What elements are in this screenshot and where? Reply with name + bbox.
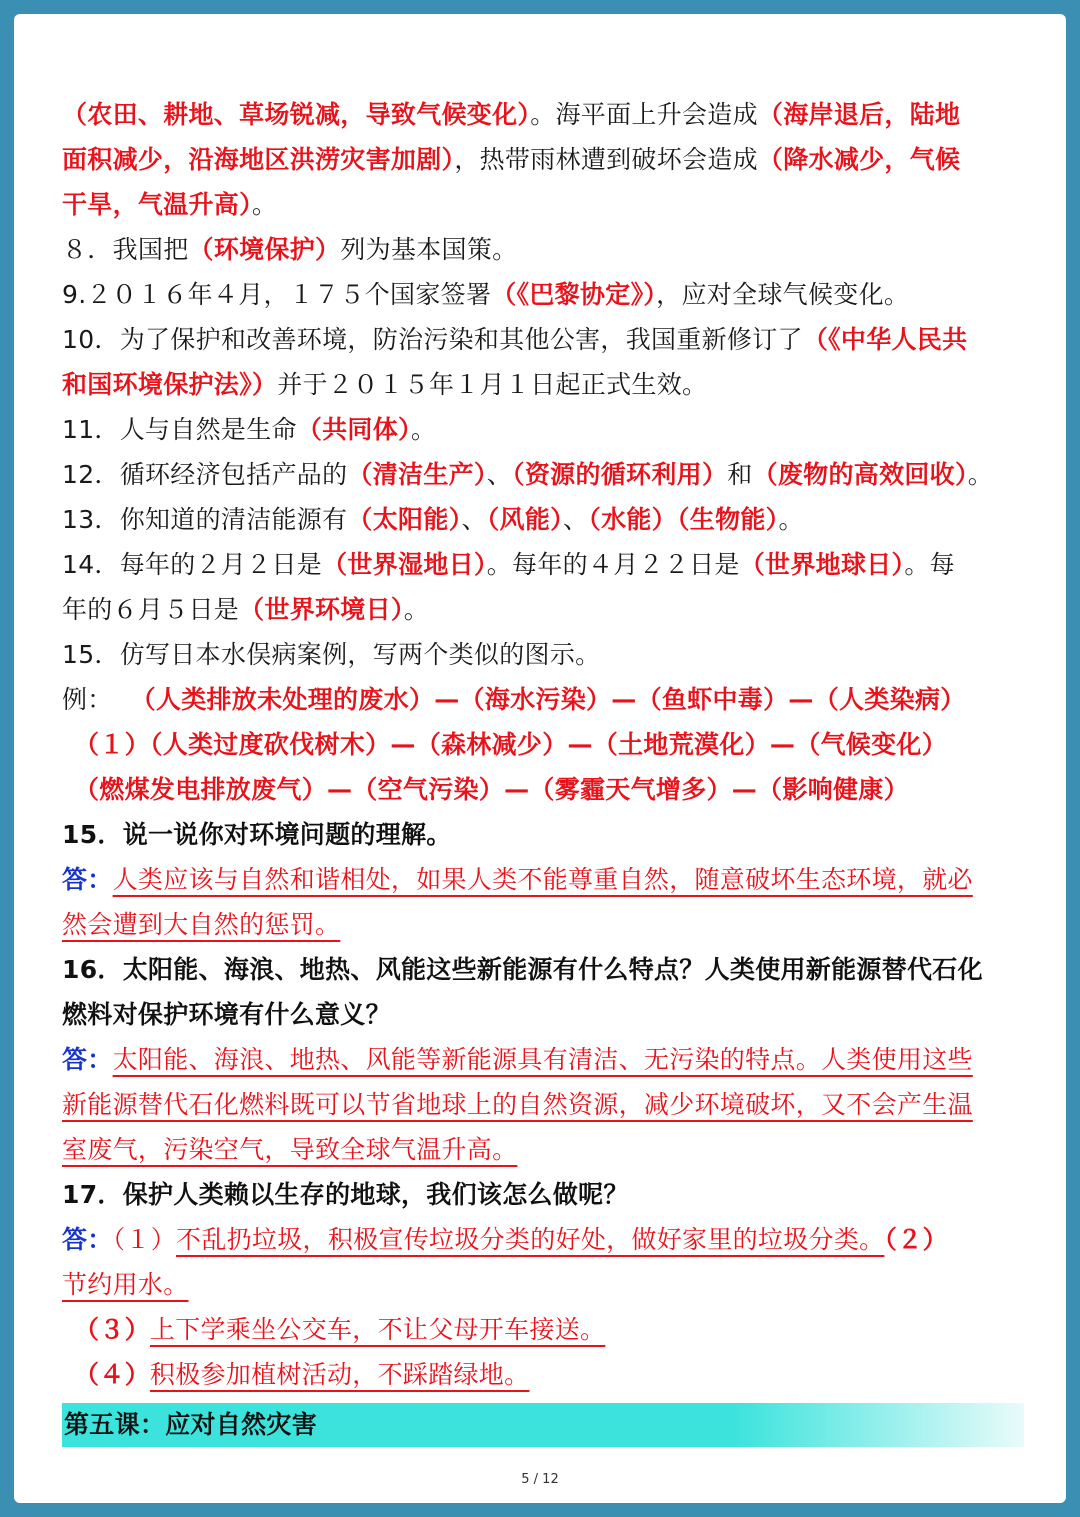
body-text: 。每 (904, 550, 955, 579)
body-text: 11．人与自然是生命 (62, 415, 297, 444)
answer-line (62, 1307, 1024, 1352)
answer-text: 和国环境保护法》） (62, 370, 278, 399)
body-text: 10．为了保护和改善环境，防治污染和其他公害，我国重新修订了 (62, 325, 803, 354)
body-text: 、 (562, 505, 589, 534)
answer-text: （人类排放未处理的废水）—（海水污染）—（鱼虾中毒）—（人类染病） (130, 685, 966, 714)
answer-text: 干旱，气温升高） (62, 190, 252, 219)
question-16-title: 燃料对保护环境有什么意义？ (62, 1000, 391, 1029)
answer-text: （降水减少，气候 (757, 145, 961, 174)
body-text: 13．你知道的清洁能源有 (62, 505, 348, 534)
answer-line (62, 1217, 1024, 1262)
answer-text: （水能） (588, 505, 677, 534)
body-text: 、 (486, 460, 513, 489)
body-text: ，热带雨林遭到破坏会造成 (454, 145, 758, 174)
body-text: 14．每年的２月２日是 (62, 550, 323, 579)
body-text: 。 (410, 415, 437, 444)
answer-label: 答： (62, 865, 113, 894)
answer-text: 新能源替代石化燃料既可以节省地球上的自然资源，减少环境破坏，又不会产生温 (62, 1090, 973, 1119)
item-number: （４） (74, 1360, 150, 1389)
body-text: 。 (403, 595, 430, 624)
question-8 (62, 227, 1024, 272)
body-text: ，应对全球气候变化。 (656, 280, 910, 309)
example-line (62, 722, 1024, 767)
body-text: 列为基本国策。 (340, 235, 518, 264)
text-line (62, 182, 1024, 227)
body-text: 。海平面上升会造成 (530, 100, 758, 129)
answer-text: （世界湿地日） (322, 550, 487, 579)
answer-text: （１）（人类过度砍伐树木）—（森林减少）—（土地荒漠化）—（气候变化） (74, 730, 948, 759)
answer-text: （环境保护） (188, 235, 341, 264)
body-text: 、 (461, 505, 487, 534)
answer-line (62, 1037, 1024, 1082)
answer-text: （太阳能） (347, 505, 462, 534)
text-line (62, 92, 1024, 137)
question-12 (62, 452, 1024, 497)
item-number: （２） (884, 1225, 948, 1254)
answer-text: （世界环境日） (239, 595, 404, 624)
answer-line (62, 1262, 1024, 1307)
answer-label: 答： (62, 1225, 113, 1254)
answer-line (62, 857, 1024, 902)
item-number: （３） (74, 1315, 150, 1344)
question-9 (62, 272, 1024, 317)
question-15-a (62, 632, 1024, 677)
question-16-title: 16．太阳能、海浪、地热、风能这些新能源有什么特点？人类使用新能源替代石化 (62, 955, 983, 984)
answer-text: 室废气，污染空气，导致全球气温升高。 (62, 1135, 518, 1164)
answer-text: （生物能） (676, 505, 779, 534)
page-number: 5 / 12 (521, 1472, 559, 1487)
question-17-title: 17．保护人类赖以生存的地球，我们该怎么做呢？ (62, 1180, 629, 1209)
question-11 (62, 407, 1024, 452)
body-text: 15．仿写日本水俣病案例，写两个类似的图示。 (62, 640, 601, 669)
lesson-heading: 第五课：应对自然灾害 (62, 1403, 1024, 1447)
example-line (62, 677, 1024, 722)
body-text: 12．循环经济包括产品的 (62, 460, 348, 489)
body-text: 。 (778, 505, 804, 534)
question-13 (62, 497, 1024, 542)
answer-text: 积极参加植树活动，不踩踏绿地。 (149, 1360, 530, 1389)
answer-text: （燃煤发电排放废气）—（空气污染）—（雾霾天气增多）—（影响健康） (74, 775, 909, 804)
answer-text: 上下学乘坐公交车，不让父母开车接送。 (149, 1315, 606, 1344)
answer-text: 不乱扔垃圾，积极宣传垃圾分类的好处，做好家里的垃圾分类。 (176, 1225, 885, 1254)
answer-line (62, 1082, 1024, 1127)
answer-text: （农田、耕地、草场锐减，导致气候变化） (62, 100, 531, 129)
item-number: （１） (112, 1225, 177, 1254)
answer-text: （共同体） (296, 415, 411, 444)
body-text: 。每年的４月２２日是 (486, 550, 740, 579)
answer-line (62, 902, 1024, 947)
answer-label: 答： (62, 1045, 113, 1074)
body-text: 9.２０１６年４月，１７５个国家签署 (62, 280, 492, 309)
answer-text: （世界地球日） (739, 550, 905, 579)
text-line (62, 137, 1024, 182)
answer-text: （风能） (486, 505, 563, 534)
body-text: 。 (967, 460, 994, 489)
body-text: ８．我国把 (62, 235, 189, 264)
answer-line (62, 1127, 1024, 1172)
page-content (62, 92, 1024, 1447)
body-text: 例： (62, 685, 113, 714)
answer-text: 节约用水。 (62, 1270, 189, 1299)
text-line (62, 362, 1024, 407)
answer-text: 人类应该与自然和谐相处，如果人类不能尊重自然，随意破坏生态环境，就必 (112, 865, 973, 894)
answer-text: （《中华人民共 (802, 325, 968, 354)
body-text: 和 (727, 460, 753, 489)
answer-text: （海岸退后，陆地 (757, 100, 961, 129)
answer-text: 面积减少，沿海地区洪涝灾害加剧） (62, 145, 455, 174)
question-14 (62, 542, 1024, 587)
example-line (62, 767, 1024, 812)
document-page (14, 14, 1066, 1503)
answer-text: （资源的循环利用） (512, 460, 728, 489)
answer-text: （《巴黎协定》） (491, 280, 657, 309)
question-15-title: 15．说一说你对环境问题的理解。 (62, 820, 452, 849)
answer-line (62, 1352, 1024, 1397)
text-line (62, 587, 1024, 632)
question-10 (62, 317, 1024, 362)
answer-text: （废物的高效回收） (752, 460, 968, 489)
answer-text: 太阳能、海浪、地热、风能等新能源具有清洁、无污染的特点。人类使用这些 (112, 1045, 973, 1074)
body-text: 年的６月５日是 (62, 595, 240, 624)
answer-text: 然会遭到大自然的惩罚。 (62, 910, 341, 939)
body-text: 并于２０１５年１月１日起正式生效。 (277, 370, 708, 399)
body-text: 。 (251, 190, 278, 219)
answer-text: （清洁生产） (347, 460, 487, 489)
